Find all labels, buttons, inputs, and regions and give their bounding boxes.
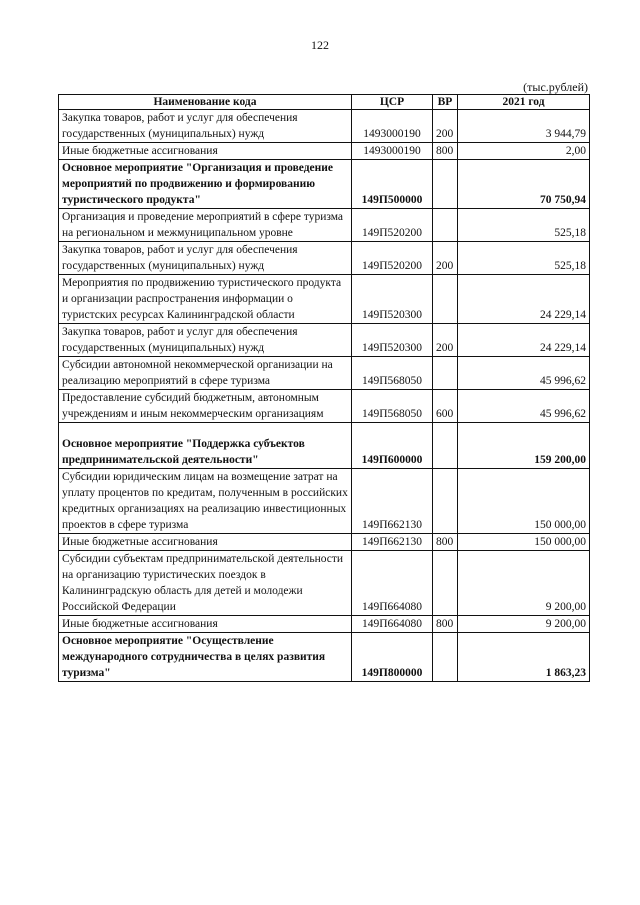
cell-csr: 149П500000 bbox=[352, 160, 433, 209]
cell-amount: 150 000,00 bbox=[458, 469, 590, 534]
cell-amount: 9 200,00 bbox=[458, 551, 590, 616]
header-csr: ЦСР bbox=[352, 95, 433, 110]
cell-name: Иные бюджетные ассигнования bbox=[59, 616, 352, 633]
cell-csr: 149П568050 bbox=[352, 390, 433, 423]
cell-csr: 149П568050 bbox=[352, 357, 433, 390]
cell-csr: 149П520200 bbox=[352, 242, 433, 275]
cell-name: Закупка товаров, работ и услуг для обеспечения государственных (муниципальных) нужд bbox=[59, 324, 352, 357]
cell-amount: 70 750,94 bbox=[458, 160, 590, 209]
table-row bbox=[59, 534, 590, 551]
cell-vr bbox=[433, 275, 458, 324]
cell-name: Мероприятия по продвижению туристического продукта и организации распространения информации о туристских ресурсах Калининградской области bbox=[59, 275, 352, 324]
cell-vr: 200 bbox=[433, 110, 458, 143]
page-number: 122 bbox=[311, 38, 329, 52]
cell-name: Иные бюджетные ассигнования bbox=[59, 143, 352, 160]
cell-name: Основное мероприятие "Осуществление международного сотрудничества в целях развития туризма" bbox=[59, 633, 352, 682]
table-row bbox=[59, 275, 590, 324]
cell-csr: 149П600000 bbox=[352, 423, 433, 469]
cell-csr: 149П664080 bbox=[352, 551, 433, 616]
cell-amount: 525,18 bbox=[458, 209, 590, 242]
cell-vr bbox=[433, 423, 458, 469]
cell-name: Организация и проведение мероприятий в сфере туризма на региональном и межмуниципальном уровне bbox=[59, 209, 352, 242]
cell-amount: 24 229,14 bbox=[458, 275, 590, 324]
cell-vr bbox=[433, 160, 458, 209]
cell-vr bbox=[433, 469, 458, 534]
cell-csr: 149П520300 bbox=[352, 324, 433, 357]
cell-name: Субсидии юридическим лицам на возмещение затрат на уплату процентов по кредитам, полученным в российских кредитных организациях на реализацию инвестиционных проектов в сфере туризма bbox=[59, 469, 352, 534]
cell-vr: 800 bbox=[433, 143, 458, 160]
units-label: (тыс.рублей) bbox=[523, 80, 588, 94]
cell-amount: 9 200,00 bbox=[458, 616, 590, 633]
table-row bbox=[59, 143, 590, 160]
cell-vr bbox=[433, 209, 458, 242]
header-name: Наименование кода bbox=[59, 95, 352, 110]
cell-amount: 3 944,79 bbox=[458, 110, 590, 143]
cell-amount: 45 996,62 bbox=[458, 357, 590, 390]
table-row bbox=[59, 324, 590, 357]
table-row bbox=[59, 160, 590, 209]
cell-vr: 800 bbox=[433, 616, 458, 633]
cell-name: Субсидии автономной некоммерческой организации на реализацию мероприятий в сфере туризма bbox=[59, 357, 352, 390]
cell-amount: 150 000,00 bbox=[458, 534, 590, 551]
cell-csr: 149П520200 bbox=[352, 209, 433, 242]
table-row bbox=[59, 551, 590, 616]
cell-vr bbox=[433, 357, 458, 390]
cell-name: Субсидии субъектам предпринимательской деятельности на организацию туристических поездок в Калининградскую область для детей и молодежи Российской Федерации bbox=[59, 551, 352, 616]
cell-csr: 149П662130 bbox=[352, 534, 433, 551]
cell-csr: 1493000190 bbox=[352, 143, 433, 160]
cell-vr: 800 bbox=[433, 534, 458, 551]
header-amount: 2021 год bbox=[458, 95, 590, 110]
cell-name: Предоставление субсидий бюджетным, автономным учреждениям и иным некоммерческим организациям bbox=[59, 390, 352, 423]
table-row bbox=[59, 209, 590, 242]
cell-vr bbox=[433, 551, 458, 616]
table-row bbox=[59, 357, 590, 390]
cell-vr: 200 bbox=[433, 324, 458, 357]
cell-amount: 525,18 bbox=[458, 242, 590, 275]
cell-amount: 1 863,23 bbox=[458, 633, 590, 682]
cell-vr bbox=[433, 633, 458, 682]
table-row bbox=[59, 110, 590, 143]
cell-amount: 24 229,14 bbox=[458, 324, 590, 357]
table-row bbox=[59, 469, 590, 534]
cell-vr: 600 bbox=[433, 390, 458, 423]
table-row bbox=[59, 390, 590, 423]
cell-csr: 1493000190 bbox=[352, 110, 433, 143]
cell-vr: 200 bbox=[433, 242, 458, 275]
cell-amount: 159 200,00 bbox=[458, 423, 590, 469]
table-row bbox=[59, 633, 590, 682]
cell-amount: 45 996,62 bbox=[458, 390, 590, 423]
table-row bbox=[59, 616, 590, 633]
cell-csr: 149П664080 bbox=[352, 616, 433, 633]
cell-name: Основное мероприятие "Поддержка субъектов предпринимательской деятельности" bbox=[59, 423, 352, 469]
cell-csr: 149П662130 bbox=[352, 469, 433, 534]
cell-name: Основное мероприятие "Организация и проведение мероприятий по продвижению и формированию туристического продукта" bbox=[59, 160, 352, 209]
cell-name: Закупка товаров, работ и услуг для обеспечения государственных (муниципальных) нужд bbox=[59, 242, 352, 275]
table-header-row bbox=[59, 95, 590, 110]
table-row bbox=[59, 242, 590, 275]
cell-name: Закупка товаров, работ и услуг для обеспечения государственных (муниципальных) нужд bbox=[59, 110, 352, 143]
header-vr: ВР bbox=[433, 95, 458, 110]
table-row bbox=[59, 423, 590, 469]
cell-amount: 2,00 bbox=[458, 143, 590, 160]
cell-name: Иные бюджетные ассигнования bbox=[59, 534, 352, 551]
cell-csr: 149П800000 bbox=[352, 633, 433, 682]
budget-table bbox=[58, 94, 590, 682]
cell-csr: 149П520300 bbox=[352, 275, 433, 324]
